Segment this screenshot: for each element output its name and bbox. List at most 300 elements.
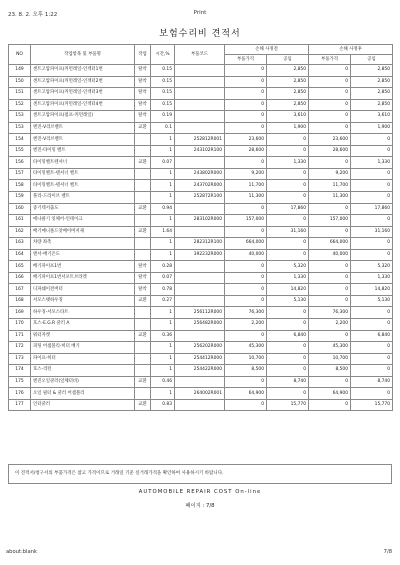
row-after-labor: 2,850 [351, 88, 393, 100]
row-after-parts-price: 664,000 [309, 238, 351, 250]
header-after-parts-price: 부품가격 [309, 55, 351, 65]
page-title: 보험수리비 견적서 [159, 29, 241, 39]
row-after-labor: 15,770 [351, 399, 393, 411]
row-before-parts-price: 8,500 [225, 365, 267, 377]
row-after-labor: 1,900 [351, 122, 393, 134]
row-after-labor: 1,330 [351, 157, 393, 169]
row-part-code: 243702R000 [175, 180, 225, 192]
row-before-parts-price: 0 [225, 226, 267, 238]
row-work: 교환 [135, 157, 151, 169]
row-time: 0.15 [151, 99, 175, 111]
row-before-labor: 0 [267, 180, 309, 192]
row-before-parts-price: 0 [225, 203, 267, 215]
row-part-code [175, 122, 225, 134]
table-row [9, 249, 393, 261]
table-row [9, 261, 393, 273]
row-part-code: 392232R000 [175, 249, 225, 261]
row-part-code: 252812R001 [175, 134, 225, 146]
row-before-labor: 1,900 [267, 122, 309, 134]
row-after-labor: 5,130 [351, 295, 393, 307]
row-after-parts-price: 0 [309, 76, 351, 88]
row-work: 탈착 [135, 261, 151, 273]
row-no: 168 [9, 295, 31, 307]
table-row [9, 353, 393, 365]
row-item-name: 호스-E.G.R 쿨러 A [31, 319, 135, 331]
row-part-code: 243102R100 [175, 145, 225, 157]
row-item-name: 엔진-V리브벨트 [31, 122, 135, 134]
row-time: 1 [151, 180, 175, 192]
row-part-code [175, 111, 225, 123]
row-part-code: 254422R000 [175, 365, 225, 377]
row-time: 1.64 [151, 226, 175, 238]
row-time: 0.94 [151, 203, 175, 215]
row-work [135, 319, 151, 331]
row-after-parts-price: 64,900 [309, 388, 351, 400]
row-after-labor: 0 [351, 238, 393, 250]
row-no: 172 [9, 342, 31, 354]
row-part-code [175, 376, 225, 388]
table-row [9, 319, 393, 331]
row-before-labor: 0 [267, 238, 309, 250]
table-row [9, 238, 393, 250]
row-before-labor: 0 [267, 342, 309, 354]
row-item-name: 배기파이프1번 [31, 261, 135, 273]
row-after-parts-price: 0 [309, 203, 351, 215]
row-no: 173 [9, 353, 31, 365]
estimate-table [8, 44, 393, 411]
row-no: 165 [9, 261, 31, 273]
row-item-name: 센트고압파이프(펌프-커먼레일) [31, 111, 135, 123]
row-before-parts-price: 0 [225, 122, 267, 134]
table-row [9, 180, 393, 192]
header-after-group: 손해 사정후 [309, 45, 393, 55]
row-no: 174 [9, 365, 31, 377]
row-after-labor: 0 [351, 168, 393, 180]
row-part-code [175, 65, 225, 77]
row-before-labor: 5,320 [267, 261, 309, 273]
row-time: 0.07 [151, 157, 175, 169]
row-work: 탈착 [135, 99, 151, 111]
row-after-labor: 0 [351, 319, 393, 331]
row-part-code [175, 99, 225, 111]
row-item-name: 차량 좌측 [31, 238, 135, 250]
row-before-parts-price: 0 [225, 376, 267, 388]
row-no: 157 [9, 168, 31, 180]
row-before-labor: 17,860 [267, 203, 309, 215]
table-row [9, 122, 393, 134]
row-after-parts-price: 11,700 [309, 180, 351, 192]
row-item-name: 엔서-배기온도 [31, 249, 135, 261]
row-after-labor: 0 [351, 249, 393, 261]
row-before-labor: 2,850 [267, 65, 309, 77]
row-before-parts-price: 0 [225, 399, 267, 411]
row-work: 탈착 [135, 65, 151, 77]
row-before-parts-price: 45,300 [225, 342, 267, 354]
row-part-code: 254412R000 [175, 353, 225, 365]
row-after-parts-price: 28,600 [309, 145, 351, 157]
header-no: NO [9, 45, 31, 65]
row-part-code [175, 284, 225, 296]
row-time: 0.1 [151, 122, 175, 134]
row-part-code [175, 295, 225, 307]
row-before-labor: 31,160 [267, 226, 309, 238]
row-before-labor: 0 [267, 353, 309, 365]
table-row [9, 272, 393, 284]
row-item-name: 인터쿨러 [31, 399, 135, 411]
row-after-labor: 6,840 [351, 330, 393, 342]
row-after-labor: 31,160 [351, 226, 393, 238]
row-no: 171 [9, 330, 31, 342]
row-part-code: 252872R100 [175, 192, 225, 204]
row-time: 1 [151, 145, 175, 157]
row-after-labor: 1,330 [351, 272, 393, 284]
row-item-name: 타이밍벨트텐셔너 [31, 157, 135, 169]
row-time: 1 [151, 307, 175, 319]
row-part-code [175, 272, 225, 284]
row-item-name: 파이프-히터 [31, 353, 135, 365]
row-after-labor: 0 [351, 215, 393, 227]
row-after-parts-price: 0 [309, 122, 351, 134]
row-time: 1 [151, 388, 175, 400]
row-time: 1 [151, 192, 175, 204]
row-time: 0.15 [151, 88, 175, 100]
row-after-labor: 2,850 [351, 65, 393, 77]
row-time: 0.15 [151, 76, 175, 88]
row-part-code [175, 330, 225, 342]
row-after-parts-price: 23,600 [309, 134, 351, 146]
row-work [135, 180, 151, 192]
row-work [135, 168, 151, 180]
row-after-labor: 5,320 [351, 261, 393, 273]
header-before-parts-price: 부품가격 [225, 55, 267, 65]
row-after-parts-price: 0 [309, 272, 351, 284]
row-item-name: 호스-리턴 [31, 365, 135, 377]
row-part-code [175, 261, 225, 273]
row-after-labor: 0 [351, 342, 393, 354]
row-before-parts-price: 28,600 [225, 145, 267, 157]
row-no: 154 [9, 134, 31, 146]
header-before-labor: 공임 [267, 55, 309, 65]
row-work: 교환 [135, 399, 151, 411]
footer-url: about:blank [6, 549, 37, 555]
row-work: 탈착 [135, 284, 151, 296]
row-no: 151 [9, 88, 31, 100]
table-row [9, 168, 393, 180]
row-after-labor: 0 [351, 365, 393, 377]
table-row [9, 330, 393, 342]
row-time: 1 [151, 342, 175, 354]
row-no: 153 [9, 111, 31, 123]
row-part-code [175, 226, 225, 238]
row-item-name: 오일 필터 & 쿨러 어셈블리 [31, 388, 135, 400]
row-work [135, 342, 151, 354]
row-after-labor: 2,850 [351, 99, 393, 111]
row-item-name: 워터자켓 [31, 330, 135, 342]
row-work [135, 134, 151, 146]
row-no: 176 [9, 388, 31, 400]
row-after-labor: 0 [351, 192, 393, 204]
row-before-labor: 0 [267, 307, 309, 319]
row-after-parts-price: 0 [309, 226, 351, 238]
row-after-labor: 17,860 [351, 203, 393, 215]
row-after-labor: 2,850 [351, 76, 393, 88]
row-after-parts-price: 0 [309, 399, 351, 411]
table-row [9, 307, 393, 319]
row-after-parts-price: 0 [309, 330, 351, 342]
row-after-parts-price: 76,300 [309, 307, 351, 319]
row-after-parts-price: 45,300 [309, 342, 351, 354]
row-item-name: 배기매니폴드앗베이버저제 [31, 226, 135, 238]
row-after-parts-price: 10,700 [309, 353, 351, 365]
row-work [135, 192, 151, 204]
row-before-parts-price: 40,000 [225, 249, 267, 261]
row-after-parts-price: 0 [309, 65, 351, 77]
row-before-parts-price: 0 [225, 330, 267, 342]
row-time: 0.07 [151, 272, 175, 284]
row-item-name: 디파쉐이전버터 [31, 284, 135, 296]
row-before-parts-price: 0 [225, 157, 267, 169]
row-part-code [175, 88, 225, 100]
row-work: 교환 [135, 376, 151, 388]
row-work: 탈착 [135, 88, 151, 100]
table-row [9, 203, 393, 215]
row-after-labor: 3,610 [351, 111, 393, 123]
row-before-labor: 2,850 [267, 76, 309, 88]
table-row [9, 111, 393, 123]
row-time: 1 [151, 168, 175, 180]
row-before-parts-price: 23,600 [225, 134, 267, 146]
row-before-labor: 3,610 [267, 111, 309, 123]
row-item-name: 타이밍벨트-텐셔너 벨트 [31, 168, 135, 180]
row-part-code: 256482R000 [175, 319, 225, 331]
row-before-labor: 0 [267, 319, 309, 331]
row-time: 1 [151, 249, 175, 261]
row-no: 156 [9, 157, 31, 169]
row-part-code: 264002R001 [175, 388, 225, 400]
table-row [9, 226, 393, 238]
table-row [9, 388, 393, 400]
row-before-labor: 0 [267, 249, 309, 261]
row-work [135, 145, 151, 157]
table-row [9, 65, 393, 77]
row-item-name: 센트고압파이프(커먼레일-인젝터3번 [31, 88, 135, 100]
row-after-labor: 14,820 [351, 284, 393, 296]
row-before-parts-price: 0 [225, 295, 267, 307]
row-part-code [175, 399, 225, 411]
header-before-group: 손해 사정전 [225, 45, 309, 55]
row-before-labor: 0 [267, 215, 309, 227]
table-row [9, 145, 393, 157]
row-before-labor: 15,770 [267, 399, 309, 411]
row-before-labor: 1,330 [267, 157, 309, 169]
row-before-labor: 0 [267, 192, 309, 204]
row-item-name: 타이밍벨트-텐셔너 벨트 [31, 180, 135, 192]
row-item-name: 에나클기 잇체어-인테이크 [31, 215, 135, 227]
row-before-labor: 0 [267, 168, 309, 180]
row-before-labor: 2,850 [267, 88, 309, 100]
row-no: 163 [9, 238, 31, 250]
row-work [135, 388, 151, 400]
table-row [9, 134, 393, 146]
row-no: 175 [9, 376, 31, 388]
row-item-name: 피팅 어셈블리-히터 배기 [31, 342, 135, 354]
row-after-parts-price: 0 [309, 157, 351, 169]
row-no: 149 [9, 65, 31, 77]
row-before-parts-price: 0 [225, 88, 267, 100]
row-no: 167 [9, 284, 31, 296]
row-time: 1 [151, 215, 175, 227]
table-row [9, 295, 393, 307]
table-row [9, 99, 393, 111]
row-after-parts-price: 2,200 [309, 319, 351, 331]
row-work [135, 353, 151, 365]
row-after-labor: 0 [351, 145, 393, 157]
row-work: 교환 [135, 330, 151, 342]
row-after-labor: 0 [351, 388, 393, 400]
row-before-labor: 8,740 [267, 376, 309, 388]
row-item-name: 센트고압파이프(커먼레일-인젝터4번 [31, 99, 135, 111]
row-work [135, 307, 151, 319]
row-after-parts-price: 11,300 [309, 192, 351, 204]
row-item-name: 배기파이프1번서포트브라켓 [31, 272, 135, 284]
row-work [135, 249, 151, 261]
row-time: 0.19 [151, 111, 175, 123]
row-before-labor: 14,820 [267, 284, 309, 296]
row-item-name: 엔진-V리브벨트 [31, 134, 135, 146]
header-part-code: 부품코드 [175, 45, 225, 65]
row-no: 155 [9, 145, 31, 157]
footer-page: 7/8 [383, 549, 392, 555]
row-before-parts-price: 0 [225, 65, 267, 77]
row-time: 0.83 [151, 399, 175, 411]
row-before-labor: 5,130 [267, 295, 309, 307]
table-row [9, 399, 393, 411]
row-work: 교환 [135, 226, 151, 238]
row-time: 0.15 [151, 65, 175, 77]
row-after-parts-price: 157,000 [309, 215, 351, 227]
row-after-labor: 0 [351, 353, 393, 365]
row-before-parts-price: 0 [225, 76, 267, 88]
row-item-name: 서모스탯하우징 [31, 295, 135, 307]
row-before-labor: 0 [267, 134, 309, 146]
row-item-name: 엔진-타이밍 벨트 [31, 145, 135, 157]
row-after-labor: 0 [351, 307, 393, 319]
row-after-parts-price: 0 [309, 376, 351, 388]
row-time: 1 [151, 319, 175, 331]
row-time: 1 [151, 353, 175, 365]
table-row [9, 215, 393, 227]
row-no: 159 [9, 192, 31, 204]
row-before-parts-price: 157,000 [225, 215, 267, 227]
row-before-parts-price: 0 [225, 261, 267, 273]
row-part-code [175, 157, 225, 169]
row-work: 교환 [135, 295, 151, 307]
header-time: 시간,% [151, 45, 175, 65]
row-time: 0.78 [151, 284, 175, 296]
row-after-parts-price: 0 [309, 284, 351, 296]
row-before-parts-price: 10,700 [225, 353, 267, 365]
row-before-parts-price: 11,300 [225, 192, 267, 204]
table-row [9, 88, 393, 100]
row-no: 177 [9, 399, 31, 411]
row-work [135, 238, 151, 250]
row-work: 탈착 [135, 272, 151, 284]
row-part-code: 283102R000 [175, 215, 225, 227]
row-work [135, 215, 151, 227]
price-notice: 이 견적서/청구서의 부품가격은 참고 가격이므로 거래일 기준 실거래가격을 확인하여 사용하시기 바랍니다. [8, 464, 392, 484]
row-part-code [175, 76, 225, 88]
row-after-labor: 8,740 [351, 376, 393, 388]
row-work: 교환 [135, 203, 151, 215]
row-time: 0.36 [151, 330, 175, 342]
row-part-code: 282312R100 [175, 238, 225, 250]
row-item-name: 센트고압파이프(커먼레일-인젝터1번 [31, 65, 135, 77]
row-before-labor: 1,330 [267, 272, 309, 284]
row-after-parts-price: 0 [309, 261, 351, 273]
row-work: 교환 [135, 122, 151, 134]
row-part-code [175, 203, 225, 215]
row-before-labor: 0 [267, 145, 309, 157]
table-row [9, 157, 393, 169]
page-number: 페이지 : 7/8 [185, 503, 215, 509]
row-after-parts-price: 40,000 [309, 249, 351, 261]
row-work [135, 365, 151, 377]
row-after-parts-price: 0 [309, 111, 351, 123]
row-no: 158 [9, 180, 31, 192]
row-item-name: 하우징-서모스타트 [31, 307, 135, 319]
row-after-labor: 0 [351, 180, 393, 192]
row-before-labor: 2,850 [267, 99, 309, 111]
row-part-code: 256112R000 [175, 307, 225, 319]
table-row [9, 192, 393, 204]
table-row [9, 376, 393, 388]
row-before-parts-price: 76,300 [225, 307, 267, 319]
row-no: 160 [9, 203, 31, 215]
row-item-name: 센트고압파이프(커먼레일-인젝터2번 [31, 76, 135, 88]
row-time: 0.46 [151, 376, 175, 388]
table-row [9, 365, 393, 377]
row-before-parts-price: 0 [225, 272, 267, 284]
row-item-name: 증기텍서출도 [31, 203, 135, 215]
header-work-item: 작업항목 및 부품명 [31, 45, 135, 65]
print-header-title: Print [193, 10, 207, 16]
row-work: 탈착 [135, 76, 151, 88]
row-before-parts-price: 2,200 [225, 319, 267, 331]
row-before-parts-price: 11,700 [225, 180, 267, 192]
row-time: 0.28 [151, 261, 175, 273]
row-before-parts-price: 0 [225, 99, 267, 111]
row-before-labor: 0 [267, 388, 309, 400]
row-no: 169 [9, 307, 31, 319]
row-after-parts-price: 8,500 [309, 365, 351, 377]
row-time: 1 [151, 238, 175, 250]
row-no: 152 [9, 99, 31, 111]
row-after-parts-price: 9,200 [309, 168, 351, 180]
table-row [9, 284, 393, 296]
row-no: 153 [9, 122, 31, 134]
brand-text: AUTOMOBILE REPAIR COST On-line [138, 489, 262, 495]
row-item-name: 풀리-드라이브 벨트 [31, 192, 135, 204]
row-no: 164 [9, 249, 31, 261]
row-before-parts-price: 0 [225, 111, 267, 123]
row-no: 150 [9, 76, 31, 88]
row-before-labor: 6,840 [267, 330, 309, 342]
row-no: 166 [9, 272, 31, 284]
row-time: 1 [151, 134, 175, 146]
table-row [9, 76, 393, 88]
print-datetime: 23. 8. 2. 오후 1:22 [8, 12, 58, 18]
row-before-labor: 0 [267, 365, 309, 377]
